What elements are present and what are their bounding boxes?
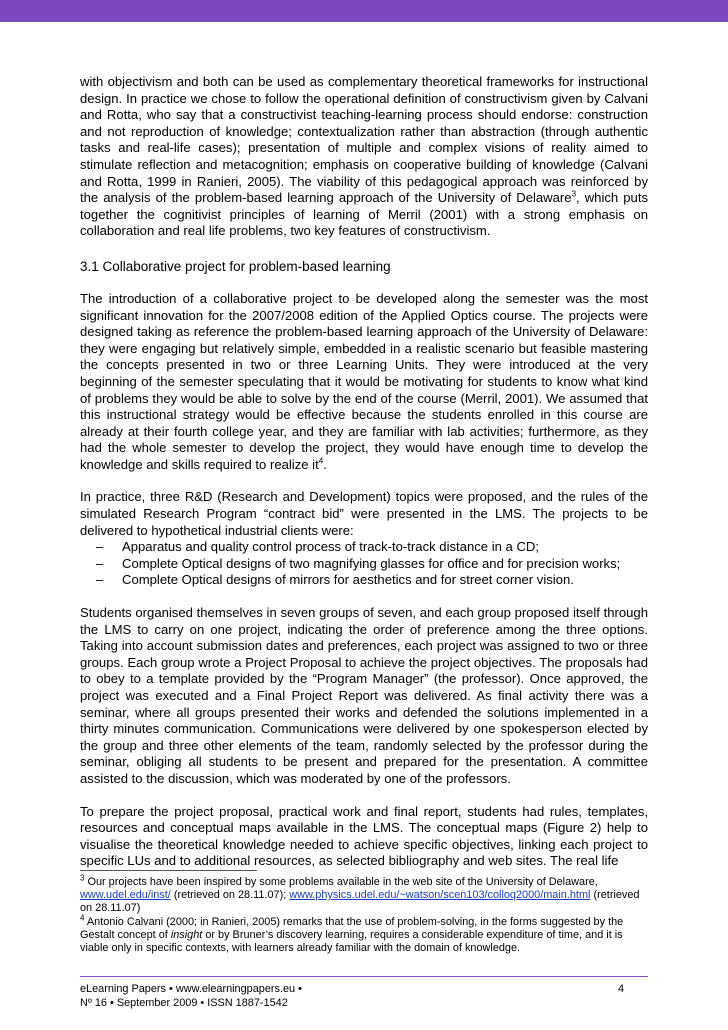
paragraph-rd-topics: In practice, three R&D (Research and Development) topics were proposed, and the rules of the simulated Research Program “contract bid” were presented in the LMS. The projects to be delivered to hypothetical industrial clients were: bbox=[80, 489, 648, 538]
paragraph-groups: Students organised themselves in seven groups of seven, and each group proposed itself through the LMS to carry on one project, indicating the order of preference among the three options. Taking into account submission dates and preferences, each project was assigned to two or three groups. Each group wrote a Project Proposal to achieve the project objectives. The proposals had to obey to a template provided by the “Program Manager” (the professor). Once approved, the project was executed and a Final Project Report was delivered. As final activity there was a seminar, where all groups presented their works and defended the solutions implemented in a thirty minutes communication. Communications were delivered by one spokesperson elected by the group and three other elements of the team, randomly selected by the professor during the seminar, obliging all students to be present and prepared for the presentation. A committee assisted to the discussion, which was moderated by one of the professors. bbox=[80, 605, 648, 786]
footnote-ref-4: 4 bbox=[318, 456, 324, 466]
top-color-bar bbox=[0, 0, 728, 22]
footnote-ref-3: 3 bbox=[571, 189, 577, 199]
figure-reference[interactable]: (Figure 2) bbox=[542, 820, 602, 836]
section-heading: 3.1 Collaborative project for problem-based learning bbox=[80, 258, 391, 274]
page-number: 4 bbox=[617, 983, 624, 995]
project-list bbox=[80, 539, 648, 589]
udel-link[interactable]: www.udel.edu/inst/ bbox=[80, 889, 171, 902]
list-item: – Complete Optical designs of mirrors for aesthetics and for street corner vision. bbox=[96, 572, 574, 588]
main-content bbox=[80, 74, 648, 870]
footnote-divider bbox=[80, 870, 257, 871]
paragraph-conceptual-maps: To prepare the project proposal, practical work and final report, students had rules, templates, resources and conceptual maps available in the LMS. The conceptual maps (Figure 2) help to visualise the theoretical knowledge needed to achieve specific objectives, linking each project to specific LUs and to additional resources, as selected bibliography and web sites. The real life bbox=[80, 803, 648, 869]
footer-issue-line: Nº 16 • September 2009 • ISSN 1887-1542 bbox=[80, 997, 288, 1009]
list-item: – Complete Optical designs of two magnifying glasses for office and for precision works; bbox=[96, 555, 621, 571]
paragraph-constructivism: with objectivism and both can be used as complementary theoretical frameworks for instructional design. In practice we chose to follow the operational definition of constructivism given by Calvani and Rotta, who say that a constructivist teaching-learning process should endorse: construction and not reproduction of knowledge; contextualization rather than abstraction (through authentic tasks and real-life cases); presentation of multiple and complex visions of reality aimed to stimulate reflection and metacognition; emphasis on cooperative building of knowledge (Calvani and Rotta, 1999 in Ranieri, 2005). The viability of this pedagogical approach was reinforced by the analysis of the problem-based learning approach of the University of Delaware$^3$, which puts together the cognitivist principles of learning of Merril (2001) with a strong emphasis on collaboration and real life problems, two key features of constructivism. bbox=[80, 74, 648, 239]
footnote-4: $^4$ Antonio Calvani (2000; in Ranieri, 2005) remarks that the use of problem-solving, in the forms suggested by the Gestalt concept of insight or by Bruner’s discovery learning, requires a considerable expenditure of time, and it is viable only in specific contexts, with learners already familiar with the domain of knowledge. bbox=[80, 912, 624, 955]
footnote-3: $^3$ Our projects have been inspired by some problems available in the web site of the University of Delaware, www.udel.edu/inst/ (retrieved on 28.11.07); www.physics.udel.edu/~watson/scen103/colloq2000/main.html (retrieved on 28.11.07) bbox=[80, 873, 640, 915]
footer-divider bbox=[80, 976, 648, 977]
list-item: – Apparatus and quality control process of track-to-track distance in a CD; bbox=[96, 539, 540, 555]
paragraph-collaborative-project: The introduction of a collaborative project to be developed along the semester was the most significant innovation for the 2007/2008 edition of the Applied Optics course. The projects were designed taking as reference the problem-based learning approach of the University of Delaware: they were engaging but relatively simple, embedded in a realistic scenario but feasible mastering the concepts presented in two or three Learning Units. They were introduced at the very beginning of the semester speculating that it would be motivating for students to know what kind of problems they would be able to solve by the end of the course (Merril, 2001). We assumed that this instructional strategy would be effective because the students enrolled in this course are already at their fourth college year, and they are familiar with lab activities; furthermore, as they had the whole semester to develop the project, they would have enough time to develop the knowledge and skills required to realize $it^4$. bbox=[80, 290, 648, 472]
page-footer bbox=[80, 982, 648, 1010]
physics-udel-link[interactable]: www.physics.udel.edu/~watson/scen103/colloq2000/main.html bbox=[289, 889, 591, 902]
footer-journal-line: eLearning Papers • www.elearningpapers.eu • bbox=[80, 983, 302, 995]
footnotes bbox=[80, 873, 648, 955]
